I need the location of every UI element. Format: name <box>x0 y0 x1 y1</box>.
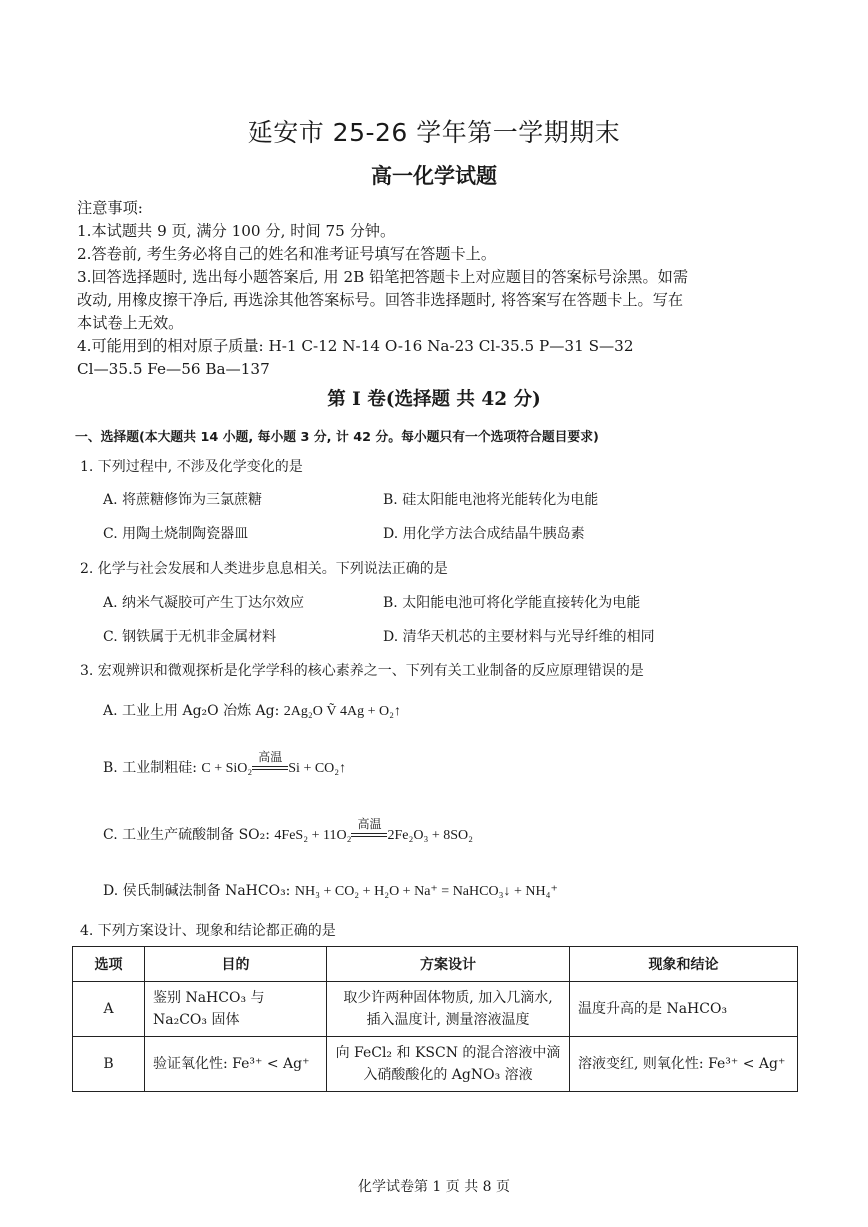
q1-option-d: D. 用化学方法合成结晶牛胰岛素 <box>383 526 585 542</box>
q3-option-d-formula: NH₃ + CO₂ + H₂O + Na⁺ = NaHCO₃↓ + NH₄⁺ <box>294 884 558 899</box>
q2-option-a: A. 纳米气凝胶可产生丁达尔效应 <box>103 595 305 611</box>
table-header: 方案设计 <box>327 947 570 982</box>
note-line: 4.可能用到的相对原子质量: H-1 C-12 N-14 O-16 Na-23 Cl-35.5 P—31 S—32 <box>77 337 634 355</box>
q3-option-c-label: C. 工业生产硫酸制备 SO₂: <box>103 827 275 843</box>
question-1-stem: 1. 下列过程中, 不涉及化学变化的是 <box>80 459 303 475</box>
note-line: 改动, 用橡皮擦干净后, 再选涂其他答案标号。回答非选择题时, 将答案写在答题卡上。写在 <box>77 291 684 309</box>
q3-option-c-equals-bar <box>351 833 387 837</box>
q1-option-c: C. 用陶土烧制陶瓷器皿 <box>103 526 249 542</box>
q3-option-c-cond-text: 高温 <box>357 817 382 831</box>
q1-option-b: B. 硅太阳能电池将光能转化为电能 <box>383 492 599 508</box>
note-line: 1.本试题共 9 页, 满分 100 分, 时间 75 分钟。 <box>77 222 396 240</box>
question-4-stem: 4. 下列方案设计、现象和结论都正确的是 <box>80 923 336 939</box>
answer-table <box>72 946 798 1092</box>
page-footer: 化学试卷第 1 页 共 8 页 <box>357 1179 511 1195</box>
q3-option-b-cond-text: 高温 <box>258 750 283 764</box>
q3-option-c-left: 4FeS₂ + 11O₂ <box>274 828 352 843</box>
q3-option-b-equals-bar <box>252 766 288 770</box>
q3-option-b-left: C + SiO₂ <box>201 761 253 776</box>
table-cell: 鉴别 NaHCO₃ 与 Na₂CO₃ 固体 <box>145 982 327 1037</box>
part-title: 一、选择题(本大题共 14 小题, 每小题 3 分, 计 42 分。每小题只有一个选项符合题目要求) <box>75 430 599 445</box>
q2-option-b: B. 太阳能电池可将化学能直接转化为电能 <box>383 595 641 611</box>
notes-heading: 注意事项: <box>77 199 143 217</box>
q2-option-c: C. 钢铁属于无机非金属材料 <box>103 629 277 645</box>
table-cell: 取少许两种固体物质, 加入几滴水, 插入温度计, 测量溶液温度 <box>327 982 570 1037</box>
q3-option-a-label: A. 工业上用 Ag₂O 冶炼 Ag: <box>103 703 284 719</box>
q3-option-c-right: 2Fe₂O₃ + 8SO₂ <box>387 828 474 843</box>
section-title: 第 I 卷(选择题 共 42 分) <box>327 389 541 410</box>
table-cell: 溶液变红, 则氧化性: Fe³⁺ < Ag⁺ <box>570 1037 798 1092</box>
table-row <box>73 982 798 1037</box>
table-header: 目的 <box>145 947 327 982</box>
q3-option-b-condition <box>252 750 288 776</box>
q3-option-a <box>103 700 401 720</box>
q2-option-d: D. 清华天机芯的主要材料与光导纤维的相同 <box>383 629 655 645</box>
table-cell: 向 FeCl₂ 和 KSCN 的混合溶液中滴入硝酸酸化的 AgNO₃ 溶液 <box>327 1037 570 1092</box>
note-line: 本试卷上无效。 <box>77 314 184 332</box>
question-3-stem: 3. 宏观辨识和微观探析是化学学科的核心素养之一、下列有关工业制备的反应原理错误的是 <box>80 663 644 679</box>
page-title: 延安市 25-26 学年第一学期期末 <box>247 118 621 147</box>
note-line: Cl—35.5 Fe—56 Ba—137 <box>77 360 270 378</box>
q3-option-d-label: D. 侯氏制碱法制备 NaHCO₃: <box>103 883 295 899</box>
table-header-row <box>73 947 798 982</box>
table-cell: 验证氧化性: Fe³⁺ < Ag⁺ <box>145 1037 327 1092</box>
page-subtitle: 高一化学试题 <box>371 164 497 188</box>
table-cell: A <box>73 982 145 1037</box>
note-line: 2.答卷前, 考生务必将自己的姓名和准考证号填写在答题卡上。 <box>77 245 497 263</box>
table-header: 选项 <box>73 947 145 982</box>
q3-option-b-label: B. 工业制粗硅: <box>103 760 202 776</box>
question-2-stem: 2. 化学与社会发展和人类进步息息相关。下列说法正确的是 <box>80 561 448 577</box>
q3-option-c <box>103 817 474 844</box>
q1-option-a: A. 将蔗糖修饰为三氯蔗糖 <box>103 492 263 508</box>
q3-option-c-condition <box>351 817 387 843</box>
q3-option-b-right: Si + CO₂↑ <box>288 761 347 776</box>
table-cell: B <box>73 1037 145 1092</box>
note-line: 3.回答选择题时, 选出每小题答案后, 用 2B 铅笔把答题卡上对应题目的答案标号涂黑。如需 <box>77 268 689 286</box>
q3-option-d <box>103 880 558 900</box>
table-cell: 温度升高的是 NaHCO₃ <box>570 982 798 1037</box>
table-header: 现象和结论 <box>570 947 798 982</box>
q3-option-b <box>103 750 347 777</box>
q3-option-a-formula: 2Ag₂O Ṽ 4Ag + O₂↑ <box>283 704 401 719</box>
table-row <box>73 1037 798 1092</box>
